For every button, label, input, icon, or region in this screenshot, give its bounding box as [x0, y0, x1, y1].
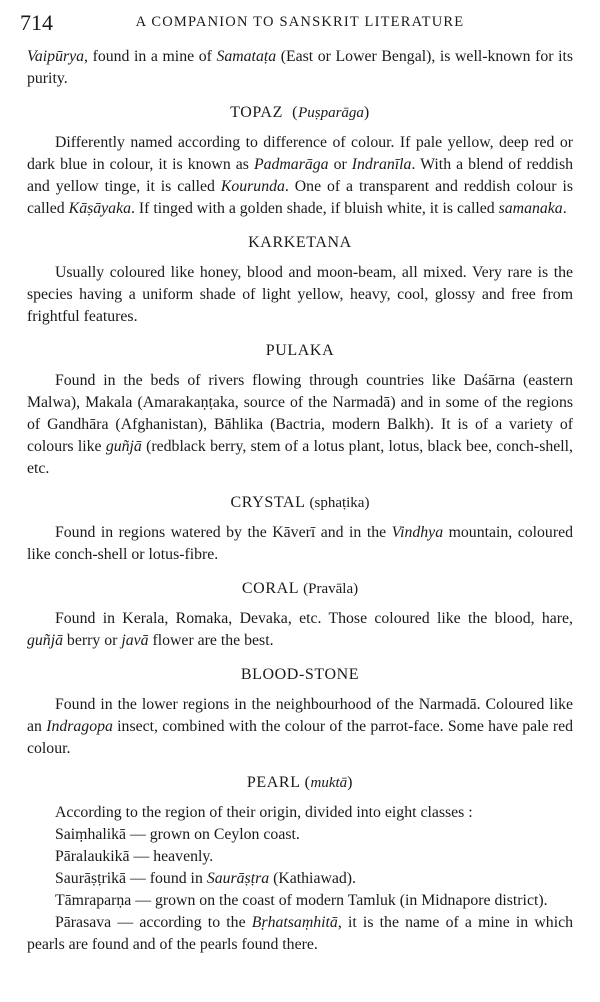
page-header — [20, 10, 580, 38]
page-number: 714 — [20, 10, 53, 35]
heading-pearl: PEARL (muktā) — [246, 774, 354, 791]
list-item: Pārasava — according to the Bṛhatsaṃhitā, it is the name of a mine in which pearls are found and of the pearls found there. — [27, 914, 574, 953]
intro-paragraph: Vaipūrya, found in a mine of Samataṭa (East or Lower Bengal), is well-known for its purity. — [27, 48, 574, 87]
heading-karketana: KARKETANA — [248, 234, 352, 251]
list-item: Pāralaukikā — heavenly. — [55, 848, 214, 865]
coral-paragraph: Found in Kerala, Romaka, Devaka, etc. Those coloured like the blood, hare, guñjā berry or javā flower are the best. — [27, 610, 573, 649]
heading-blood-stone: BLOOD-STONE — [240, 666, 360, 683]
topaz-paragraph: Differently named according to difference of colour. If pale yellow, deep red or dark blue in colour, it is known as Padmarāga or Indranīla. With a blend of reddish and yellow tinge, it is called Kourunda. One of a transparent and reddish colour is called Kāṣāyaka. If tinged with a golden shade, if bluish white, it is called samanaka. — [27, 134, 573, 217]
list-item: Saiṃhalikā — grown on Ceylon coast. — [55, 826, 300, 843]
heading-pulaka: PULAKA — [265, 342, 335, 359]
pearl-classes — [27, 802, 573, 956]
list-item: Tāmraparṇa — grown on the coast of modern Tamluk (in Midnapore district). — [55, 892, 548, 909]
karketana-paragraph: Usually coloured like honey, blood and moon-beam, all mixed. Very rare is the species having a uniform shade of light yellow, heavy, cool, glossy and free from frightful features. — [27, 264, 573, 325]
heading-topaz: TOPAZ (Puṣparāga) — [230, 104, 370, 121]
page-body — [27, 46, 573, 956]
blood-stone-paragraph: Found in the lower regions in the neighbourhood of the Narmadā. Coloured like an Indragopa insect, combined with the colour of the parrot-face. Some have pale red colour. — [27, 696, 573, 757]
pearl-intro: According to the region of their origin, divided into eight classes : — [55, 804, 473, 821]
crystal-paragraph: Found in regions watered by the Kāverī and in the Vindhya mountain, coloured like conch-shell or lotus-fibre. — [27, 524, 573, 563]
list-item: Saurāṣṭrikā — found in Saurāṣṭra (Kathiawad). — [55, 870, 356, 887]
pulaka-paragraph: Found in the beds of rivers flowing through countries like Daśārna (eastern Malwa), Makala (Amarakaṇṭaka, source of the Narmadā) and in some of the regions of Gandhāra (Afghanistan), Bāhlika (Bactria, modern Balkh). It is of a variety of colours like guñjā (redblack berry, stem of a lotus plant, lotus, black bee, conch-shell, etc. — [27, 372, 573, 477]
running-title: A COMPANION TO SANSKRIT LITERATURE — [135, 14, 465, 30]
heading-crystal: CRYSTAL (sphaṭika) — [230, 494, 370, 511]
heading-coral: CORAL (Pravāla) — [241, 580, 359, 597]
